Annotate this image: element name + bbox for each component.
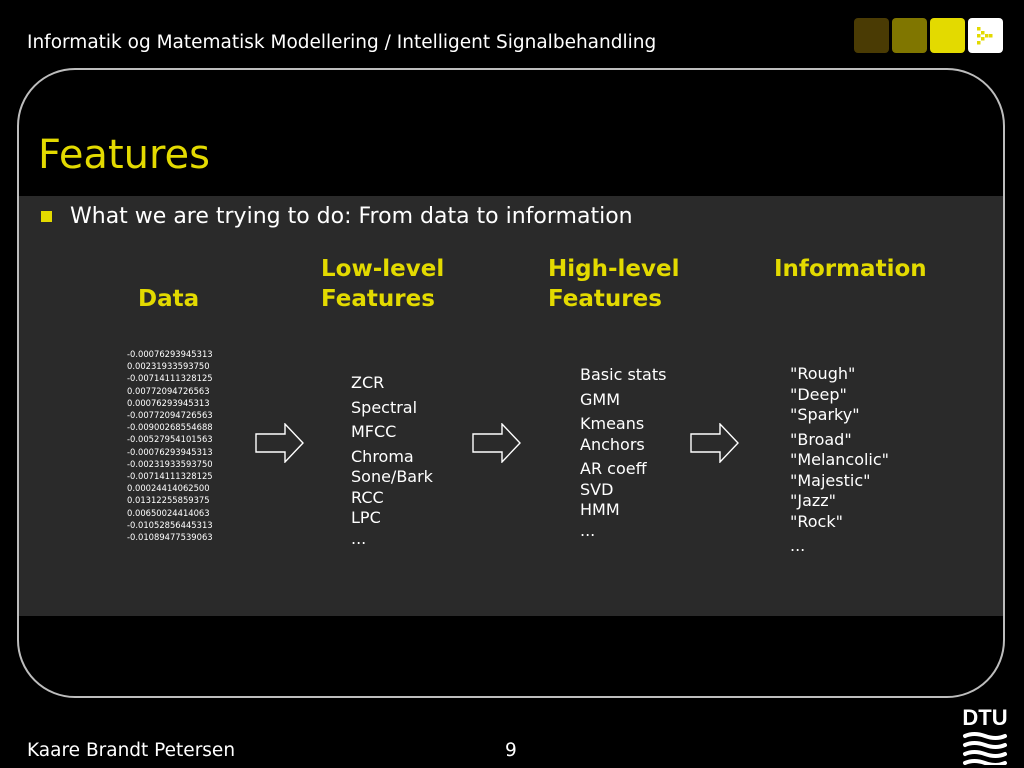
heading-data: Data (138, 286, 200, 312)
data-value: -0.00076293945313 (127, 446, 213, 457)
dtu-logo (962, 703, 1008, 765)
list-item: RCC (351, 487, 384, 507)
data-value: 0.00024414062500 (127, 483, 210, 494)
content-band (19, 196, 1003, 616)
list-item: GMM (580, 389, 621, 409)
list-item: LPC (351, 508, 381, 527)
list-item: AR coeff (580, 459, 647, 478)
data-values-list (127, 348, 213, 543)
list-item: ZCR (351, 373, 385, 392)
data-value: 0.00772094726563 (127, 385, 210, 396)
list-item: Spectral (351, 397, 418, 417)
data-value: -0.00231933593750 (127, 458, 213, 469)
slide-frame (17, 68, 1005, 698)
dotted-arrow-icon (968, 18, 1003, 53)
data-value: -0.00772094726563 (127, 410, 213, 421)
data-value: 0.00650024414063 (127, 507, 210, 518)
swatch-dark-brown (854, 18, 889, 53)
information-list (790, 364, 889, 557)
data-value: -0.00076293945313 (127, 349, 213, 359)
data-value: -0.01052856445313 (127, 519, 213, 530)
data-value: -0.00527954101563 (127, 434, 213, 445)
bullet-text: What we are trying to do: From data to information (70, 204, 633, 229)
list-item: SVD (580, 479, 614, 499)
swatch-yellow (930, 18, 965, 53)
dtu-logo-text: DTU (962, 705, 1008, 730)
slide-title: Features (38, 132, 210, 178)
list-item: "Melancolic" (790, 450, 890, 469)
list-item: Kmeans (580, 414, 645, 433)
list-item: "Majestic" (790, 470, 871, 490)
list-item: Sone/Bark (351, 467, 433, 486)
list-item: "Broad" (790, 429, 852, 449)
heading-low-level-features: Low-level Features (321, 256, 445, 312)
list-item: "Rock" (790, 511, 843, 531)
list-item: "Rough" (790, 364, 856, 383)
right-arrow-icon (255, 423, 305, 463)
right-arrow-icon (690, 423, 740, 463)
heading-information: Information (774, 256, 927, 282)
heading-high-level-features: High-level Features (548, 256, 680, 312)
data-value: -0.00900268554688 (127, 422, 213, 433)
list-item: ... (351, 528, 367, 548)
list-item: Basic stats (580, 365, 667, 384)
list-item: ... (790, 536, 806, 555)
header-title: Informatik og Matematisk Modellering / Intelligent Signalbehandling (27, 32, 657, 53)
footer-author: Kaare Brandt Petersen (27, 740, 236, 761)
bullet-square-icon (41, 211, 52, 222)
list-item: Chroma (351, 446, 414, 466)
high-level-features-list (580, 365, 666, 541)
swatch-white-arrow (968, 18, 1003, 53)
list-item: "Jazz" (790, 491, 837, 510)
right-arrow-icon (472, 423, 522, 463)
list-item: MFCC (351, 422, 397, 441)
list-item: ... (580, 520, 596, 540)
list-item: HMM (580, 500, 620, 519)
data-value: -0.00714111328125 (127, 471, 213, 482)
list-item: "Sparky" (790, 405, 860, 424)
data-value: 0.00076293945313 (127, 397, 210, 408)
data-value: 0.01312255859375 (127, 495, 210, 506)
list-item: Anchors (580, 434, 645, 454)
page-number: 9 (505, 740, 517, 761)
data-value: -0.00714111328125 (127, 373, 213, 384)
swatch-olive (892, 18, 927, 53)
bullet-item (41, 204, 633, 229)
low-level-features-list (351, 373, 433, 549)
data-value: -0.01089477539063 (127, 532, 213, 543)
list-item: "Deep" (790, 384, 847, 404)
data-value: 0.00231933593750 (127, 361, 210, 372)
